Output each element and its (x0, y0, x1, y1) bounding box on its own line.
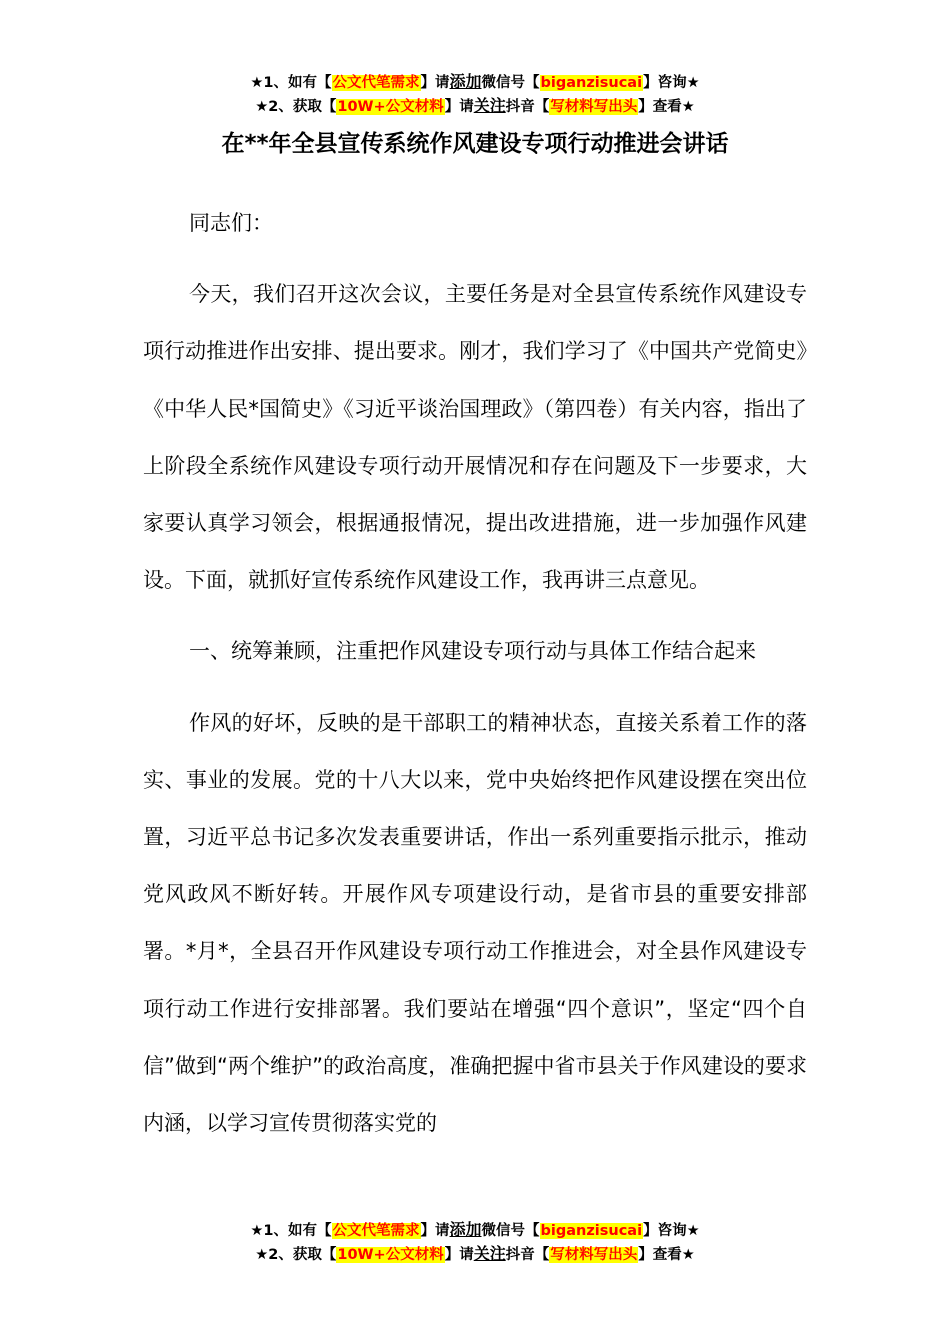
banner-text: 】咨询★ (643, 1223, 700, 1239)
banner-text: 】请 (444, 1247, 474, 1263)
banner-text: ★1、如有【 (250, 75, 332, 91)
banner-text: 】查看★ (638, 1247, 695, 1263)
highlight-wechat-id: biganzisucai (540, 75, 643, 91)
banner-line-1 (0, 70, 950, 94)
banner-text: 】请 (420, 1223, 450, 1239)
paragraph-section-1: 作风的好坏，反映的是干部职工的精神状态，直接关系着工作的落实、事业的发展。党的十八大以来，党中央始终把作风建设摆在突出位置，习近平总书记多次发表重要讲话，作出一系列重要指示批示，推动党风政风不断好转。开展作风专项建设行动，是省市县的重要安排部署。*月*，全县召开作风建设专项行动工作推进会，对全县作风建设专项行动工作进行安排部署。我们要站在增强“四个意识”，坚定“四个自信”做到“两个维护”的政治高度，准确把握中省市县关于作风建设的要求内涵，以学习宣传贯彻落实党的 (143, 710, 807, 1136)
banner-text: ★2、获取【 (255, 1247, 337, 1263)
banner-text: 微信号【 (481, 1223, 540, 1239)
greeting: 同志们： (189, 211, 273, 235)
banner-line-2 (0, 1242, 950, 1266)
banner-text: 】查看★ (638, 99, 695, 115)
header-banner (0, 70, 950, 118)
highlight-wechat-id: biganzisucai (540, 1223, 643, 1239)
banner-text: 抖音【 (505, 1247, 550, 1263)
banner-text: ★2、获取【 (255, 99, 337, 115)
emphasis-text: 关注 (473, 96, 506, 115)
highlight-materials: 10W+公文材料 (337, 99, 444, 115)
banner-text: 抖音【 (505, 99, 550, 115)
highlight-service: 公文代笔需求 (332, 75, 420, 91)
banner-text: 】请 (444, 99, 474, 115)
banner-text: 】咨询★ (643, 75, 700, 91)
banner-text: 】请 (420, 75, 450, 91)
emphasis-text: 添加 (449, 1220, 482, 1239)
banner-line-2 (0, 94, 950, 118)
highlight-materials: 10W+公文材料 (337, 1247, 444, 1263)
emphasis-text: 添加 (449, 72, 482, 91)
footer-banner (0, 1218, 950, 1266)
paragraph-intro: 今天，我们召开这次会议，主要任务是对全县宣传系统作风建设专项行动推进作出安排、提出要求。刚才，我们学习了《中国共产党简史》《中华人民*国简史》《习近平谈治国理政》（第四卷）有关内容，指出了上阶段全系统作风建设专项行动开展情况和存在问题及下一步要求，大家要认真学习领会，根据通报情况，提出改进措施，进一步加强作风建设。下面，就抓好宣传系统作风建设工作，我再讲三点意见。 (143, 282, 807, 593)
highlight-service: 公文代笔需求 (332, 1223, 420, 1239)
banner-text: ★1、如有【 (250, 1223, 332, 1239)
banner-line-1 (0, 1218, 950, 1242)
document-title: 在**年全县宣传系统作风建设专项行动推进会讲话 (221, 131, 729, 157)
section-heading-1: 一、统筹兼顾，注重把作风建设专项行动与具体工作结合起来 (189, 639, 756, 664)
document-body (143, 195, 807, 1166)
highlight-douyin-id: 写材料写出头 (550, 99, 638, 115)
emphasis-text: 关注 (473, 1244, 506, 1263)
highlight-douyin-id: 写材料写出头 (550, 1247, 638, 1263)
banner-text: 微信号【 (481, 75, 540, 91)
